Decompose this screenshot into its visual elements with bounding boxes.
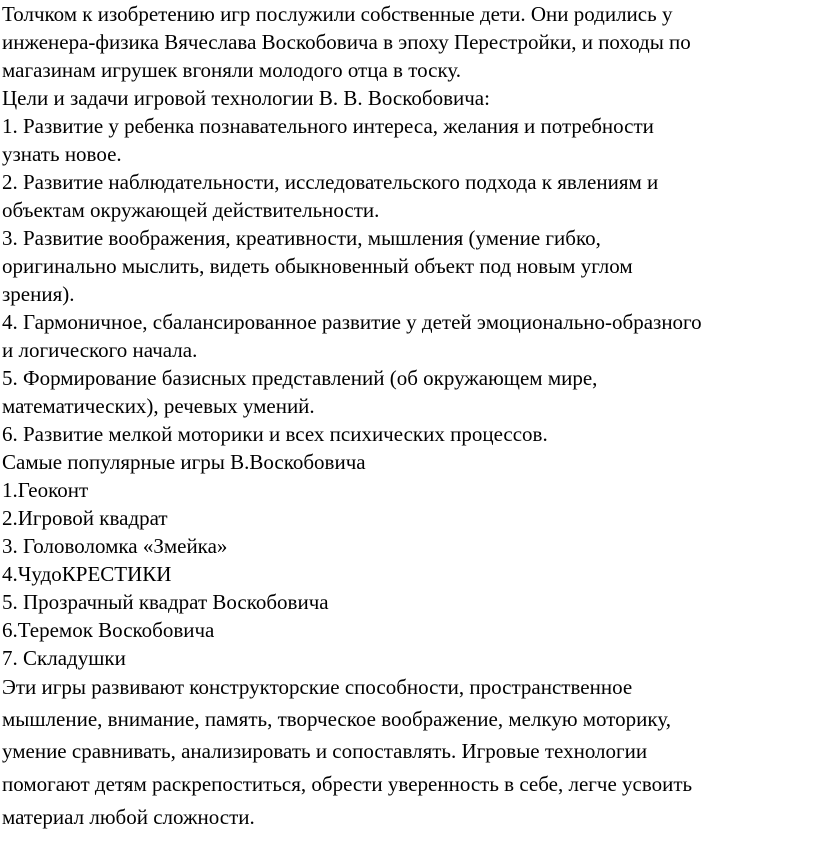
- goal-line: математических), речевых умений.: [2, 394, 315, 418]
- conclusion-line: Эти игры развивают конструкторские способности, пространственное: [2, 675, 633, 699]
- goal-line: узнать новое.: [2, 142, 122, 166]
- goal-line: зрения).: [2, 282, 75, 306]
- game-item: 2.Игровой квадрат: [2, 506, 168, 530]
- goal-line: 2. Развитие наблюдательности, исследовательского подхода к явлениям и: [2, 170, 659, 194]
- conclusion-line: помогают детям раскрепоститься, обрести уверенность в себе, легче усвоить: [2, 772, 693, 796]
- game-item: 6.Теремок Воскобовича: [2, 618, 215, 642]
- intro-line: инженера-физика Вячеслава Воскобовича в эпоху Перестройки, и походы по: [2, 30, 691, 54]
- games-heading: Самые популярные игры В.Воскобовича: [2, 450, 366, 474]
- goal-line: 6. Развитие мелкой моторики и всех психических процессов.: [2, 422, 548, 446]
- game-item: 4.ЧудоКРЕСТИКИ: [2, 562, 172, 586]
- conclusion-line: умение сравнивать, анализировать и сопоставлять. Игровые технологии: [2, 739, 648, 763]
- goals-heading: Цели и задачи игровой технологии В. В. Воскобовича:: [2, 86, 490, 110]
- goal-line: объектам окружающей действительности.: [2, 198, 380, 222]
- conclusion-line: материал любой сложности.: [2, 805, 255, 829]
- intro-line: Толчком к изобретению игр послужили собственные дети. Они родились у: [2, 2, 673, 26]
- intro-line: магазинам игрушек вгоняли молодого отца в тоску.: [2, 58, 462, 82]
- conclusion-line: мышление, внимание, память, творческое воображение, мелкую моторику,: [2, 707, 671, 731]
- game-item: 5. Прозрачный квадрат Воскобовича: [2, 590, 329, 614]
- game-item: 3. Головоломка «Змейка»: [2, 534, 228, 558]
- goal-line: 4. Гармоничное, сбалансированное развитие у детей эмоционально-образного: [2, 310, 702, 334]
- goal-line: 3. Развитие воображения, креативности, мышления (умение гибко,: [2, 226, 601, 250]
- goal-line: оригинально мыслить, видеть обыкновенный объект под новым углом: [2, 254, 633, 278]
- goal-line: 5. Формирование базисных представлений (об окружающем мире,: [2, 366, 598, 390]
- goal-line: 1. Развитие у ребенка познавательного интереса, желания и потребности: [2, 114, 654, 138]
- game-item: 7. Складушки: [2, 646, 126, 670]
- goal-line: и логического начала.: [2, 338, 198, 362]
- game-item: 1.Геоконт: [2, 478, 89, 502]
